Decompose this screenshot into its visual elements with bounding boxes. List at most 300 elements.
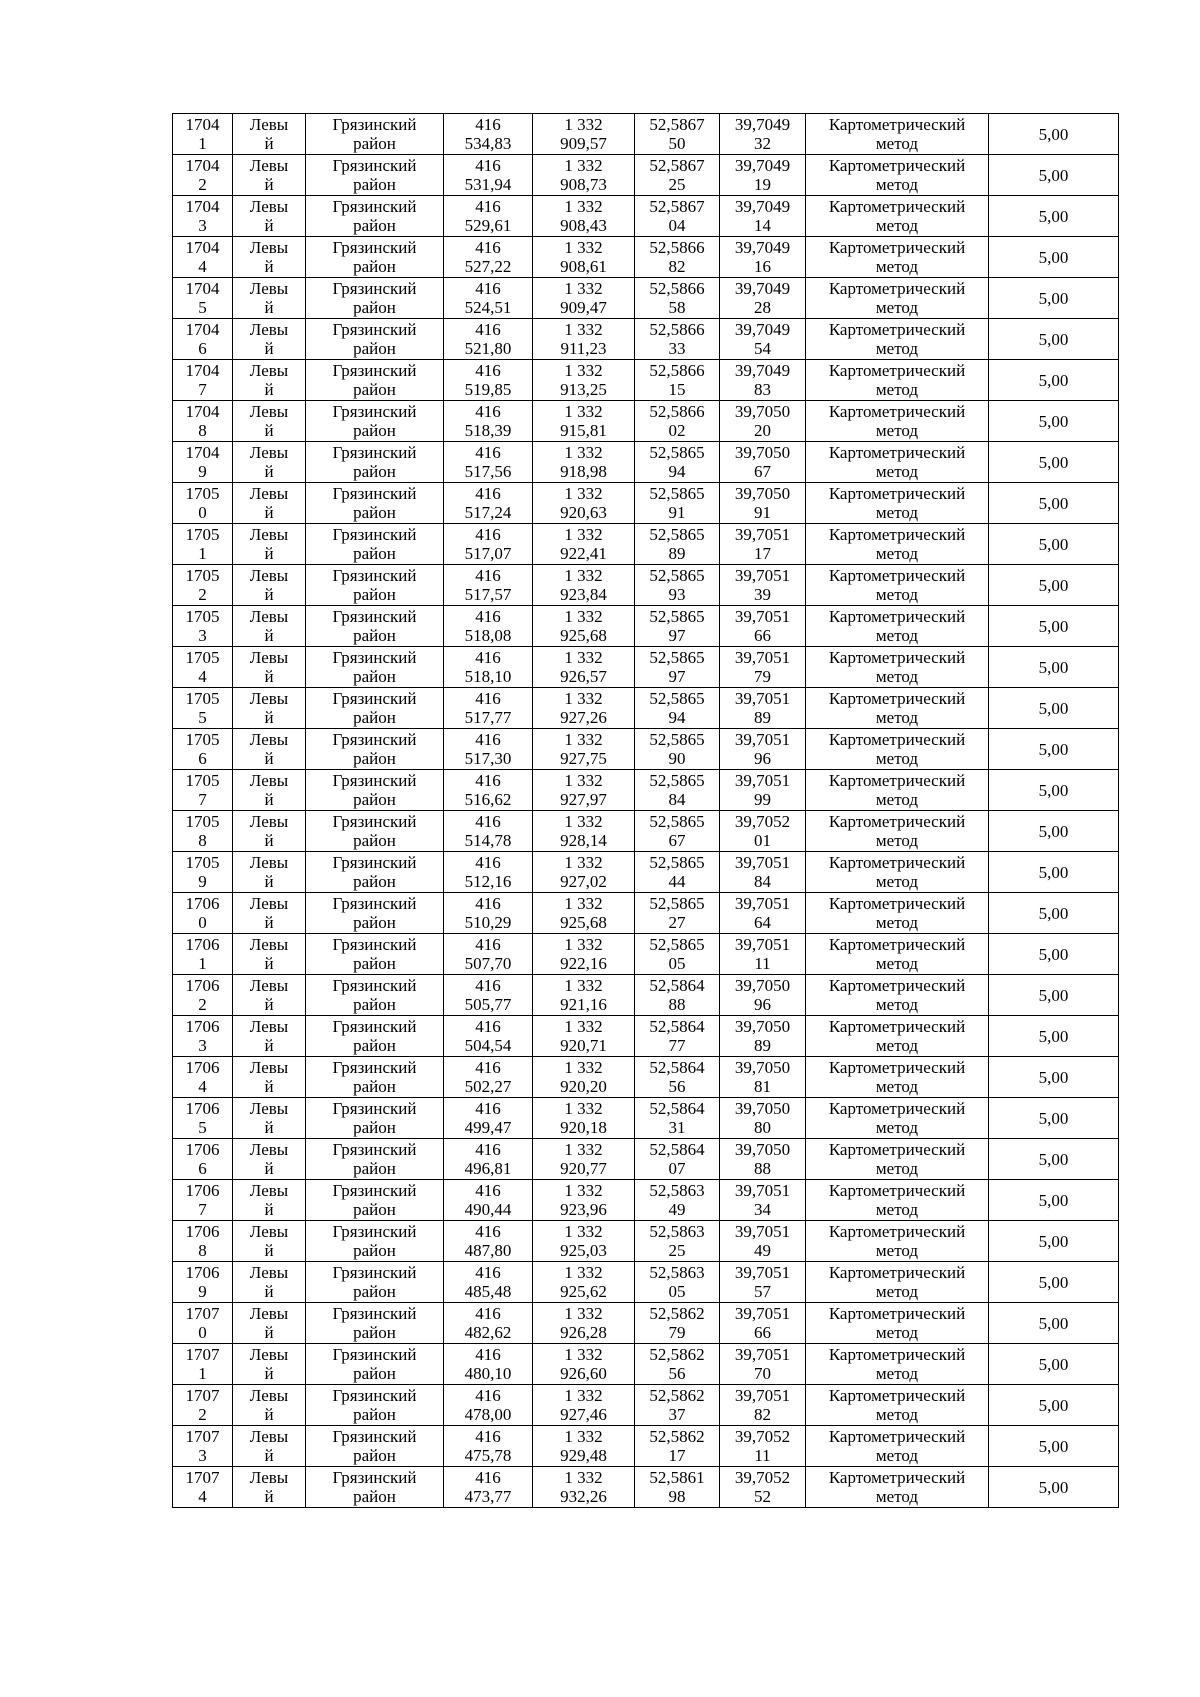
point-number-cell-line: 9 xyxy=(198,872,207,891)
side-cell xyxy=(233,1262,306,1303)
latitude-cell xyxy=(635,155,720,196)
district-cell xyxy=(306,852,444,893)
table-row xyxy=(173,688,1119,729)
table-row xyxy=(173,1057,1119,1098)
side-cell xyxy=(233,688,306,729)
point-number-cell-line: 0 xyxy=(198,913,207,932)
longitude-cell-line: 88 xyxy=(754,1159,771,1178)
longitude-cell-line: 91 xyxy=(754,503,771,522)
side-cell-line: й xyxy=(264,216,274,235)
x-coordinate-cell-line: 534,83 xyxy=(464,134,512,153)
latitude-cell xyxy=(635,319,720,360)
point-number-cell xyxy=(173,1426,233,1467)
longitude-cell-line: 39,7051 xyxy=(734,1386,791,1405)
longitude-cell xyxy=(720,360,806,401)
district-cell-line: район xyxy=(353,1159,396,1178)
side-cell-line: й xyxy=(264,790,274,809)
point-number-cell-line: 5 xyxy=(198,1118,207,1137)
point-number-cell xyxy=(173,1139,233,1180)
longitude-cell xyxy=(720,565,806,606)
x-coordinate-cell-line: 473,77 xyxy=(464,1487,512,1506)
y-coordinate-cell xyxy=(533,1139,635,1180)
longitude-cell-line: 28 xyxy=(754,298,771,317)
method-cell-line: метод xyxy=(875,1364,919,1383)
district-cell-line: район xyxy=(353,462,396,481)
side-cell-line: Левы xyxy=(249,361,289,380)
latitude-cell xyxy=(635,647,720,688)
district-cell-line: Грязинский xyxy=(332,648,417,667)
latitude-cell-line: 31 xyxy=(668,1118,686,1137)
longitude-cell-line: 70 xyxy=(754,1364,771,1383)
method-cell-line: метод xyxy=(875,1241,919,1260)
longitude-cell-line: 39,7051 xyxy=(734,1181,791,1200)
method-cell-line: метод xyxy=(875,1446,919,1465)
side-cell-line: й xyxy=(264,708,274,727)
side-cell-line: й xyxy=(264,995,274,1014)
point-number-cell xyxy=(173,114,233,155)
longitude-cell xyxy=(720,319,806,360)
longitude-cell-line: 83 xyxy=(754,380,771,399)
district-cell xyxy=(306,934,444,975)
x-coordinate-cell-line: 416 xyxy=(475,279,501,298)
longitude-cell-line: 39,7051 xyxy=(734,853,791,872)
x-coordinate-cell-line: 529,61 xyxy=(464,216,512,235)
x-coordinate-cell-line: 416 xyxy=(475,1427,501,1446)
y-coordinate-cell xyxy=(533,934,635,975)
method-cell-line: метод xyxy=(875,1282,919,1301)
district-cell xyxy=(306,483,444,524)
y-coordinate-cell-line: 927,97 xyxy=(560,790,607,809)
y-coordinate-cell-line: 920,18 xyxy=(560,1118,607,1137)
table-row xyxy=(173,442,1119,483)
y-coordinate-cell-line: 1 332 xyxy=(564,279,603,298)
method-cell-line: метод xyxy=(875,380,919,399)
table-row xyxy=(173,1426,1119,1467)
method-cell-line: Картометрический xyxy=(828,1140,966,1159)
y-coordinate-cell xyxy=(533,442,635,483)
y-coordinate-cell-line: 913,25 xyxy=(560,380,607,399)
point-number-cell xyxy=(173,770,233,811)
longitude-cell-line: 96 xyxy=(754,749,771,768)
y-coordinate-cell xyxy=(533,606,635,647)
x-coordinate-cell xyxy=(444,893,533,934)
x-coordinate-cell-line: 517,07 xyxy=(464,544,512,563)
latitude-cell-line: 52,5865 xyxy=(649,771,705,790)
accuracy-cell: 5,00 xyxy=(989,1180,1119,1221)
district-cell-line: Грязинский xyxy=(332,566,417,585)
x-coordinate-cell xyxy=(444,401,533,442)
y-coordinate-cell xyxy=(533,975,635,1016)
longitude-cell-line: 66 xyxy=(754,1323,771,1342)
side-cell-line: й xyxy=(264,1200,274,1219)
district-cell xyxy=(306,319,444,360)
side-cell xyxy=(233,196,306,237)
point-number-cell xyxy=(173,401,233,442)
longitude-cell-line: 39,7049 xyxy=(734,115,791,134)
x-coordinate-cell-line: 416 xyxy=(475,689,501,708)
y-coordinate-cell xyxy=(533,1426,635,1467)
x-coordinate-cell xyxy=(444,442,533,483)
point-number-cell-line: 1706 xyxy=(185,1017,220,1036)
longitude-cell xyxy=(720,401,806,442)
y-coordinate-cell xyxy=(533,401,635,442)
table-row xyxy=(173,1303,1119,1344)
longitude-cell-line: 11 xyxy=(754,1446,771,1465)
side-cell-line: й xyxy=(264,175,274,194)
latitude-cell xyxy=(635,1221,720,1262)
district-cell-line: район xyxy=(353,134,396,153)
latitude-cell-line: 25 xyxy=(668,1241,686,1260)
y-coordinate-cell xyxy=(533,114,635,155)
table-row xyxy=(173,811,1119,852)
method-cell-line: метод xyxy=(875,667,919,686)
side-cell-line: Левы xyxy=(249,935,289,954)
table-row xyxy=(173,1180,1119,1221)
point-number-cell-line: 1 xyxy=(198,544,207,563)
district-cell xyxy=(306,442,444,483)
point-number-cell-line: 3 xyxy=(198,1446,207,1465)
side-cell xyxy=(233,278,306,319)
latitude-cell-line: 52,5861 xyxy=(649,1468,705,1487)
x-coordinate-cell xyxy=(444,155,533,196)
latitude-cell xyxy=(635,483,720,524)
district-cell-line: район xyxy=(353,503,396,522)
point-number-cell-line: 1704 xyxy=(185,279,220,298)
district-cell-line: район xyxy=(353,995,396,1014)
longitude-cell-line: 39,7052 xyxy=(734,812,791,831)
point-number-cell-line: 1707 xyxy=(185,1386,220,1405)
longitude-cell xyxy=(720,688,806,729)
x-coordinate-cell-line: 416 xyxy=(475,1468,501,1487)
x-coordinate-cell xyxy=(444,319,533,360)
district-cell xyxy=(306,565,444,606)
method-cell xyxy=(806,1057,989,1098)
latitude-cell xyxy=(635,770,720,811)
method-cell-line: Картометрический xyxy=(828,812,966,831)
x-coordinate-cell-line: 416 xyxy=(475,1345,501,1364)
method-cell-line: метод xyxy=(875,503,919,522)
latitude-cell-line: 52,5866 xyxy=(649,238,705,257)
latitude-cell xyxy=(635,852,720,893)
longitude-cell xyxy=(720,1139,806,1180)
latitude-cell-line: 52,5865 xyxy=(649,935,705,954)
method-cell xyxy=(806,934,989,975)
latitude-cell-line: 97 xyxy=(668,626,686,645)
y-coordinate-cell-line: 927,02 xyxy=(560,872,607,891)
method-cell xyxy=(806,852,989,893)
point-number-cell-line: 1706 xyxy=(185,976,220,995)
side-cell-line: Левы xyxy=(249,853,289,872)
side-cell xyxy=(233,1303,306,1344)
method-cell-line: метод xyxy=(875,708,919,727)
method-cell-line: Картометрический xyxy=(828,894,966,913)
point-number-cell xyxy=(173,975,233,1016)
latitude-cell-line: 52,5865 xyxy=(649,566,705,585)
method-cell-line: метод xyxy=(875,790,919,809)
longitude-cell-line: 39,7050 xyxy=(734,484,791,503)
y-coordinate-cell xyxy=(533,278,635,319)
point-number-cell-line: 1 xyxy=(198,954,207,973)
latitude-cell-line: 52,5862 xyxy=(649,1304,705,1323)
point-number-cell-line: 1707 xyxy=(185,1427,220,1446)
y-coordinate-cell xyxy=(533,1344,635,1385)
method-cell-line: Картометрический xyxy=(828,279,966,298)
y-coordinate-cell-line: 927,75 xyxy=(560,749,607,768)
longitude-cell xyxy=(720,606,806,647)
longitude-cell xyxy=(720,524,806,565)
x-coordinate-cell-line: 416 xyxy=(475,771,501,790)
table-row xyxy=(173,1262,1119,1303)
longitude-cell-line: 66 xyxy=(754,626,771,645)
latitude-cell-line: 94 xyxy=(668,708,686,727)
x-coordinate-cell-line: 416 xyxy=(475,853,501,872)
latitude-cell xyxy=(635,1016,720,1057)
district-cell xyxy=(306,237,444,278)
district-cell-line: Грязинский xyxy=(332,894,417,913)
y-coordinate-cell-line: 927,26 xyxy=(560,708,607,727)
district-cell-line: Грязинский xyxy=(332,976,417,995)
latitude-cell xyxy=(635,1262,720,1303)
method-cell-line: Картометрический xyxy=(828,1181,966,1200)
side-cell-line: Левы xyxy=(249,566,289,585)
longitude-cell-line: 39,7051 xyxy=(734,1263,791,1282)
longitude-cell-line: 54 xyxy=(754,339,771,358)
longitude-cell-line: 32 xyxy=(754,134,771,153)
y-coordinate-cell xyxy=(533,483,635,524)
latitude-cell xyxy=(635,1098,720,1139)
y-coordinate-cell xyxy=(533,1262,635,1303)
x-coordinate-cell xyxy=(444,483,533,524)
point-number-cell xyxy=(173,237,233,278)
side-cell xyxy=(233,1139,306,1180)
method-cell-line: метод xyxy=(875,298,919,317)
district-cell xyxy=(306,196,444,237)
method-cell xyxy=(806,319,989,360)
table-row xyxy=(173,729,1119,770)
longitude-cell xyxy=(720,893,806,934)
method-cell-line: Картометрический xyxy=(828,689,966,708)
x-coordinate-cell-line: 416 xyxy=(475,115,501,134)
point-number-cell-line: 1706 xyxy=(185,894,220,913)
longitude-cell-line: 67 xyxy=(754,462,771,481)
method-cell-line: метод xyxy=(875,339,919,358)
point-number-cell xyxy=(173,278,233,319)
table-body xyxy=(173,114,1119,1508)
latitude-cell-line: 52,5865 xyxy=(649,894,705,913)
y-coordinate-cell-line: 1 332 xyxy=(564,361,603,380)
latitude-cell-line: 37 xyxy=(668,1405,686,1424)
y-coordinate-cell-line: 909,47 xyxy=(560,298,607,317)
x-coordinate-cell-line: 416 xyxy=(475,1304,501,1323)
x-coordinate-cell-line: 512,16 xyxy=(464,872,512,891)
longitude-cell xyxy=(720,1057,806,1098)
latitude-cell-line: 52,5867 xyxy=(649,156,705,175)
latitude-cell-line: 52,5862 xyxy=(649,1345,705,1364)
side-cell-line: Левы xyxy=(249,115,289,134)
latitude-cell-line: 56 xyxy=(668,1364,686,1383)
y-coordinate-cell-line: 920,63 xyxy=(560,503,607,522)
point-number-cell-line: 1704 xyxy=(185,320,220,339)
accuracy-cell: 5,00 xyxy=(989,1303,1119,1344)
longitude-cell xyxy=(720,1385,806,1426)
method-cell-line: Картометрический xyxy=(828,1468,966,1487)
side-cell-line: й xyxy=(264,1364,274,1383)
side-cell-line: й xyxy=(264,585,274,604)
y-coordinate-cell-line: 1 332 xyxy=(564,812,603,831)
latitude-cell-line: 07 xyxy=(668,1159,686,1178)
side-cell-line: Левы xyxy=(249,1263,289,1282)
district-cell-line: Грязинский xyxy=(332,853,417,872)
side-cell-line: Левы xyxy=(249,607,289,626)
accuracy-cell: 5,00 xyxy=(989,1057,1119,1098)
side-cell-line: й xyxy=(264,544,274,563)
x-coordinate-cell-line: 416 xyxy=(475,1386,501,1405)
district-cell-line: Грязинский xyxy=(332,812,417,831)
side-cell-line: Левы xyxy=(249,771,289,790)
point-number-cell-line: 4 xyxy=(198,257,207,276)
y-coordinate-cell-line: 1 332 xyxy=(564,771,603,790)
latitude-cell-line: 98 xyxy=(668,1487,686,1506)
district-cell xyxy=(306,1385,444,1426)
latitude-cell xyxy=(635,237,720,278)
table-row xyxy=(173,483,1119,524)
method-cell-line: метод xyxy=(875,1077,919,1096)
side-cell-line: й xyxy=(264,1159,274,1178)
point-number-cell-line: 4 xyxy=(198,1487,207,1506)
longitude-cell-line: 39 xyxy=(754,585,771,604)
y-coordinate-cell xyxy=(533,1180,635,1221)
table-row xyxy=(173,606,1119,647)
y-coordinate-cell-line: 921,16 xyxy=(560,995,607,1014)
table-row xyxy=(173,1385,1119,1426)
district-cell xyxy=(306,975,444,1016)
side-cell xyxy=(233,1221,306,1262)
x-coordinate-cell xyxy=(444,1221,533,1262)
x-coordinate-cell-line: 521,80 xyxy=(464,339,512,358)
y-coordinate-cell-line: 1 332 xyxy=(564,853,603,872)
x-coordinate-cell-line: 487,80 xyxy=(464,1241,512,1260)
side-cell-line: Левы xyxy=(249,894,289,913)
latitude-cell-line: 52,5865 xyxy=(649,853,705,872)
district-cell-line: район xyxy=(353,216,396,235)
y-coordinate-cell xyxy=(533,1016,635,1057)
side-cell xyxy=(233,1385,306,1426)
side-cell xyxy=(233,483,306,524)
method-cell xyxy=(806,196,989,237)
district-cell-line: район xyxy=(353,667,396,686)
accuracy-cell: 5,00 xyxy=(989,852,1119,893)
y-coordinate-cell-line: 925,68 xyxy=(560,913,607,932)
side-cell-line: Левы xyxy=(249,1427,289,1446)
latitude-cell xyxy=(635,401,720,442)
point-number-cell-line: 1705 xyxy=(185,525,220,544)
point-number-cell xyxy=(173,688,233,729)
accuracy-cell: 5,00 xyxy=(989,1016,1119,1057)
longitude-cell xyxy=(720,729,806,770)
point-number-cell-line: 1705 xyxy=(185,812,220,831)
longitude-cell-line: 39,7051 xyxy=(734,1304,791,1323)
table-row xyxy=(173,524,1119,565)
x-coordinate-cell-line: 416 xyxy=(475,484,501,503)
longitude-cell xyxy=(720,934,806,975)
side-cell xyxy=(233,811,306,852)
side-cell-line: й xyxy=(264,1405,274,1424)
latitude-cell-line: 44 xyxy=(668,872,686,891)
side-cell-line: Левы xyxy=(249,1140,289,1159)
x-coordinate-cell-line: 416 xyxy=(475,607,501,626)
point-number-cell xyxy=(173,483,233,524)
district-cell-line: район xyxy=(353,708,396,727)
latitude-cell-line: 25 xyxy=(668,175,686,194)
longitude-cell-line: 39,7052 xyxy=(734,1468,791,1487)
district-cell-line: Грязинский xyxy=(332,1345,417,1364)
latitude-cell-line: 56 xyxy=(668,1077,686,1096)
y-coordinate-cell-line: 923,84 xyxy=(560,585,607,604)
y-coordinate-cell-line: 1 332 xyxy=(564,935,603,954)
point-number-cell-line: 4 xyxy=(198,667,207,686)
side-cell-line: Левы xyxy=(249,320,289,339)
side-cell-line: Левы xyxy=(249,443,289,462)
y-coordinate-cell xyxy=(533,1221,635,1262)
longitude-cell-line: 39,7051 xyxy=(734,566,791,585)
point-number-cell-line: 8 xyxy=(198,831,207,850)
side-cell xyxy=(233,1098,306,1139)
y-coordinate-cell-line: 915,81 xyxy=(560,421,607,440)
x-coordinate-cell xyxy=(444,729,533,770)
y-coordinate-cell xyxy=(533,155,635,196)
side-cell-line: й xyxy=(264,667,274,686)
longitude-cell-line: 64 xyxy=(754,913,771,932)
point-number-cell xyxy=(173,729,233,770)
method-cell-line: Картометрический xyxy=(828,1099,966,1118)
district-cell xyxy=(306,811,444,852)
point-number-cell-line: 5 xyxy=(198,298,207,317)
x-coordinate-cell-line: 416 xyxy=(475,894,501,913)
longitude-cell xyxy=(720,770,806,811)
latitude-cell-line: 49 xyxy=(668,1200,686,1219)
latitude-cell-line: 67 xyxy=(668,831,686,850)
latitude-cell-line: 52,5864 xyxy=(649,1099,705,1118)
longitude-cell-line: 39,7051 xyxy=(734,730,791,749)
accuracy-cell: 5,00 xyxy=(989,565,1119,606)
x-coordinate-cell-line: 518,08 xyxy=(464,626,512,645)
y-coordinate-cell-line: 1 332 xyxy=(564,115,603,134)
side-cell-line: й xyxy=(264,913,274,932)
point-number-cell-line: 1705 xyxy=(185,648,220,667)
side-cell-line: Левы xyxy=(249,1468,289,1487)
accuracy-cell: 5,00 xyxy=(989,114,1119,155)
method-cell-line: Картометрический xyxy=(828,484,966,503)
method-cell-line: Картометрический xyxy=(828,320,966,339)
y-coordinate-cell-line: 1 332 xyxy=(564,566,603,585)
longitude-cell-line: 11 xyxy=(754,954,771,973)
latitude-cell xyxy=(635,1180,720,1221)
y-coordinate-cell xyxy=(533,1098,635,1139)
x-coordinate-cell-line: 517,24 xyxy=(464,503,512,522)
method-cell-line: Картометрический xyxy=(828,1263,966,1282)
method-cell xyxy=(806,401,989,442)
y-coordinate-cell xyxy=(533,852,635,893)
point-number-cell-line: 5 xyxy=(198,708,207,727)
side-cell-line: й xyxy=(264,1241,274,1260)
point-number-cell-line: 3 xyxy=(198,1036,207,1055)
accuracy-cell: 5,00 xyxy=(989,606,1119,647)
method-cell xyxy=(806,114,989,155)
latitude-cell-line: 05 xyxy=(668,954,686,973)
side-cell xyxy=(233,647,306,688)
method-cell-line: Картометрический xyxy=(828,115,966,134)
district-cell xyxy=(306,1098,444,1139)
